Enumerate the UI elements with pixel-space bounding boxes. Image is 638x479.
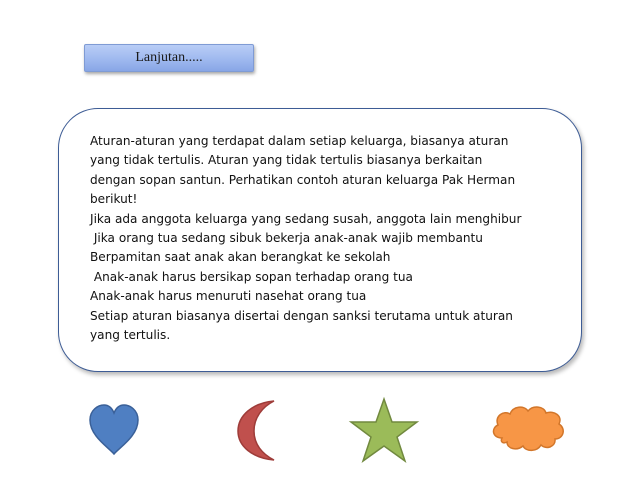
content-line: berikut! — [90, 192, 138, 207]
content-line: Setiap aturan biasanya disertai dengan sanksi terutama untuk aturan — [90, 308, 513, 323]
content-line: yang tidak tertulis. Aturan yang tidak tertulis biasanya berkaitan — [90, 153, 483, 168]
content-line: Anak-anak harus menuruti nasehat orang tua — [90, 289, 367, 304]
slide-title: Lanjutan..... — [135, 50, 203, 65]
content-line: Berpamitan saat anak akan berangkat ke sekolah — [90, 250, 391, 265]
content-text — [90, 132, 560, 345]
star-icon — [348, 396, 420, 464]
content-line: yang tertulis. — [90, 328, 171, 343]
content-line: dengan sopan santun. Perhatikan contoh aturan keluarga Pak Herman — [90, 172, 516, 187]
title-box — [84, 44, 254, 72]
content-line: Jika orang tua sedang sibuk bekerja anak-anak wajib membantu — [90, 231, 483, 246]
cloud-icon — [488, 402, 568, 454]
heart-icon — [86, 402, 142, 458]
content-line: Jika ada anggota keluarga yang sedang susah, anggota lain menghibur — [90, 211, 522, 226]
content-line: Aturan-aturan yang terdapat dalam setiap keluarga, biasanya aturan — [90, 134, 509, 148]
content-line: Anak-anak harus bersikap sopan terhadap orang tua — [90, 269, 413, 284]
crescent-moon-icon — [232, 398, 284, 462]
